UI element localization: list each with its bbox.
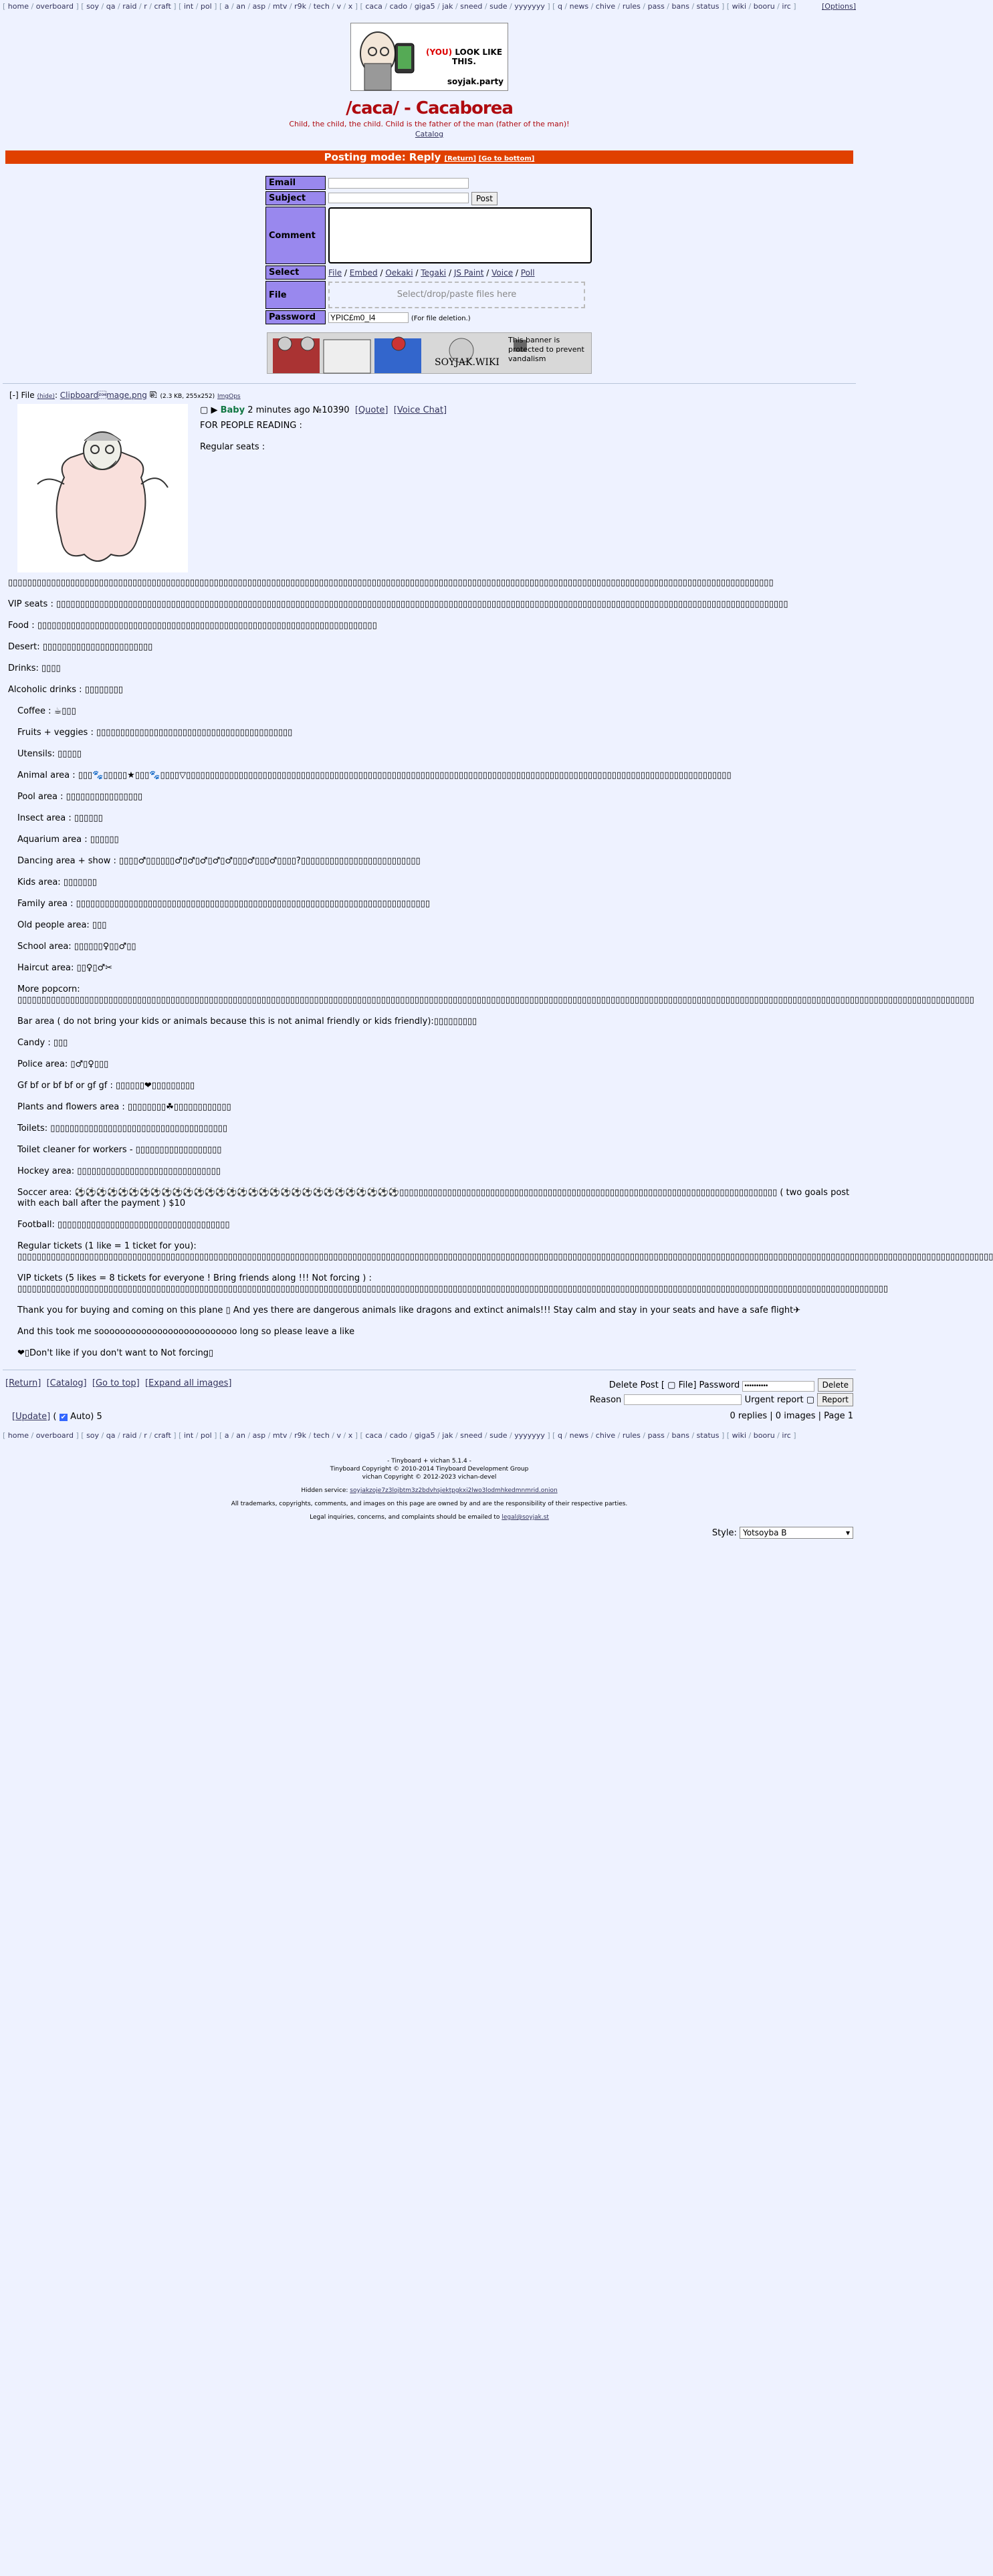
- board-link-sneed[interactable]: sneed: [460, 2, 483, 11]
- board-link-q[interactable]: q: [557, 2, 562, 11]
- chevron-down-icon: ▾: [845, 1528, 850, 1537]
- password-field[interactable]: [328, 312, 409, 323]
- op-image-drawing: [17, 404, 188, 572]
- board-link-asp[interactable]: asp: [252, 2, 266, 11]
- board-link-pol[interactable]: pol: [200, 1431, 212, 1440]
- password-hint: (For file deletion.): [411, 314, 471, 322]
- post-button[interactable]: Post: [471, 192, 498, 205]
- board-link-chive[interactable]: chive: [595, 2, 616, 11]
- hide-image-link[interactable]: (hide): [37, 393, 55, 400]
- post-form: [264, 175, 594, 326]
- post-paragraph: Regular seats : ▯▯▯▯▯▯▯▯▯▯▯▯▯▯▯▯▯▯▯▯▯▯▯▯▯▯▯▯▯▯▯▯▯▯▯▯▯▯▯▯▯▯▯▯▯▯▯▯▯▯▯▯▯▯▯▯▯▯▯▯▯▯▯▯▯▯▯▯▯▯▯▯▯▯▯▯▯▯▯▯▯▯▯▯▯▯▯▯▯▯▯▯▯▯▯▯▯▯▯▯▯▯▯▯▯▯▯▯▯▯▯▯▯▯▯▯▯▯▯▯▯▯▯▯▯▯▯▯▯▯▯▯▯▯▯▯▯▯▯▯▯▯▯▯▯▯▯▯▯▯▯▯▯▯▯▯▯▯▯▯: [8, 442, 774, 588]
- board-link-sneed[interactable]: sneed: [460, 1431, 483, 1440]
- urgent-report-label: Urgent report: [744, 1395, 804, 1405]
- post-paragraph: More popcorn: ▯▯▯▯▯▯▯▯▯▯▯▯▯▯▯▯▯▯▯▯▯▯▯▯▯▯▯▯▯▯▯▯▯▯▯▯▯▯▯▯▯▯▯▯▯▯▯▯▯▯▯▯▯▯▯▯▯▯▯▯▯▯▯▯▯▯▯▯▯▯▯▯▯▯▯▯▯▯▯▯▯▯▯▯▯▯▯▯▯▯▯▯▯▯▯▯▯▯▯▯▯▯▯▯▯▯▯▯▯▯▯▯▯▯▯▯▯▯▯▯▯▯▯▯▯▯▯▯▯▯▯▯▯▯▯▯▯▯▯▯▯▯▯▯▯▯▯▯▯▯▯▯▯▯▯▯▯▯▯▯▯▯▯▯▯▯▯▯▯▯▯▯▯▯▯▯▯▯▯▯▯▯▯▯▯▯▯▯▯▯▯▯▯▯▯▯▯▯▯▯: [17, 984, 974, 1005]
- post-paragraph: Regular tickets (1 like = 1 ticket for you): ▯▯▯▯▯▯▯▯▯▯▯▯▯▯▯▯▯▯▯▯▯▯▯▯▯▯▯▯▯▯▯▯▯▯▯▯▯▯▯▯▯▯▯▯▯▯▯▯▯▯▯▯▯▯▯▯▯▯▯▯▯▯▯▯▯▯▯▯▯▯▯▯▯▯▯▯▯▯▯▯▯▯▯▯▯▯▯▯▯▯▯▯▯▯▯▯▯▯▯▯▯▯▯▯▯▯▯▯▯▯▯▯▯▯▯▯▯▯▯▯▯▯▯▯▯▯▯▯▯▯▯▯▯▯▯▯▯▯▯▯▯▯▯▯▯▯▯▯▯▯▯▯▯▯▯▯▯▯▯▯▯▯▯▯▯▯▯▯▯▯▯▯▯▯▯▯▯▯▯▯▯▯▯▯▯▯▯▯▯▯▯▯▯▯▯▯▯▯▯▯▯▯▯▯: [17, 1241, 993, 1262]
- op-file-meta: (2.3 KB, 255x252): [160, 393, 215, 400]
- board-link-chive[interactable]: chive: [595, 1431, 616, 1440]
- post-paragraph: Desert: ▯▯▯▯▯▯▯▯▯▯▯▯▯▯▯▯▯▯▯▯▯▯▯: [8, 642, 153, 652]
- board-link-tech[interactable]: tech: [313, 2, 330, 11]
- post-number-link[interactable]: №10390: [312, 405, 350, 415]
- board-link-craft[interactable]: craft: [154, 2, 171, 11]
- top-boardlist: [ home / overboard ] [ soy / qa / raid / r / craft ] [ int / pol ] [ a / an / asp / mtv / r9k / tech / v / x ] [ caca / cado / giga5 / jak / sneed / sude / yyyyyyy ] [ q / news / chive / rules / pass / bans / status ] [ wiki / booru / irc ] [Options]: [3, 2, 856, 11]
- board-link-news[interactable]: news: [569, 1431, 589, 1440]
- report-button[interactable]: Report: [817, 1393, 853, 1406]
- board-link-r[interactable]: r: [144, 2, 147, 11]
- post-paragraph: Candy : ▯▯▯: [17, 1038, 68, 1048]
- bottom-boardlist: [ home / overboard ] [ soy / qa / raid / r / craft ] [ int / pol ] [ a / an / asp / mtv / r9k / tech / v / x ] [ caca / cado / giga5 / jak / sneed / sude / yyyyyyy ] [ q / news / chive / rules / pass / bans / status ] [ wiki / booru / irc ]: [3, 1431, 796, 1440]
- delete-password-label: Password: [699, 1380, 740, 1390]
- password-label: Password: [265, 310, 326, 324]
- post-paragraph: Family area : ▯▯▯▯▯▯▯▯▯▯▯▯▯▯▯▯▯▯▯▯▯▯▯▯▯▯▯▯▯▯▯▯▯▯▯▯▯▯▯▯▯▯▯▯▯▯▯▯▯▯▯▯▯▯▯▯▯▯▯▯▯▯▯▯▯▯▯▯▯▯▯▯▯▯: [17, 899, 430, 909]
- ad-wiki-text: SOYJAK.WIKI: [435, 357, 500, 368]
- post-paragraph: Alcoholic drinks : ▯▯▯▯▯▯▯▯: [8, 685, 123, 695]
- board-link-int[interactable]: int: [183, 2, 194, 11]
- post-paragraph: Bar area ( do not bring your kids or animals because this is not animal friendly or kids friendly):▯▯▯▯▯▯▯▯▯: [17, 1016, 477, 1027]
- board-link-an[interactable]: an: [236, 2, 245, 11]
- board-link-yyyyyyy[interactable]: yyyyyyy: [514, 2, 545, 11]
- board-link-overboard[interactable]: overboard: [35, 2, 74, 11]
- select-option-oekaki[interactable]: Oekaki: [385, 267, 413, 278]
- board-link-pass[interactable]: pass: [647, 1431, 665, 1440]
- file-label-text: File: [21, 391, 35, 400]
- quote-link[interactable]: [Quote]: [354, 405, 389, 415]
- board-link-mtv[interactable]: mtv: [272, 1431, 288, 1440]
- board-link-r9k[interactable]: r9k: [294, 2, 306, 11]
- board-link-caca[interactable]: caca: [365, 1431, 382, 1440]
- go-to-top-link[interactable]: [Go to top]: [92, 1378, 140, 1388]
- urgent-report-checkbox[interactable]: ▢: [806, 1395, 815, 1405]
- footer-hidden-service: Hidden service: soyjakzoje7z3lojbtm3z2bdvhsjektpgkxi2lwo3lodmhkedmnmrid.onion: [301, 1487, 558, 1494]
- post-paragraph: Food : ▯▯▯▯▯▯▯▯▯▯▯▯▯▯▯▯▯▯▯▯▯▯▯▯▯▯▯▯▯▯▯▯▯▯▯▯▯▯▯▯▯▯▯▯▯▯▯▯▯▯▯▯▯▯▯▯▯▯▯▯▯▯▯▯▯▯▯▯▯▯▯: [8, 621, 377, 631]
- select-option-file[interactable]: File: [328, 267, 342, 278]
- board-link-status[interactable]: status: [696, 1431, 720, 1440]
- board-link-wiki[interactable]: wiki: [732, 1431, 747, 1440]
- board-link-craft[interactable]: craft: [154, 1431, 171, 1440]
- options-link[interactable]: [Options]: [821, 2, 856, 11]
- select-option-tegaki[interactable]: Tegaki: [421, 267, 447, 278]
- board-link-pol[interactable]: pol: [200, 2, 212, 11]
- post-paragraph: FOR PEOPLE READING :: [200, 421, 302, 431]
- auto-countdown: 5: [96, 1412, 102, 1422]
- board-link-giga5[interactable]: giga5: [414, 2, 435, 11]
- board-link-x[interactable]: x: [348, 2, 353, 11]
- auto-update-checkbox[interactable]: ✔: [60, 1414, 66, 1421]
- post-paragraph: Gf bf or bf bf or gf gf : ▯▯▯▯▯▯❤▯▯▯▯▯▯▯▯▯: [17, 1081, 195, 1091]
- comment-label: Comment: [265, 207, 326, 264]
- board-link-sude[interactable]: sude: [489, 1431, 508, 1440]
- board-link-an[interactable]: an: [236, 1431, 245, 1440]
- board-link-irc[interactable]: irc: [782, 2, 791, 11]
- post-paragraph: Police area: ▯♂▯♀▯▯▯: [17, 1059, 109, 1069]
- board-link-jak[interactable]: jak: [442, 2, 453, 11]
- download-icon[interactable]: ⎘: [149, 391, 158, 400]
- return-link[interactable]: [Return]: [444, 155, 477, 163]
- posting-mode-bar: [5, 150, 853, 164]
- post-paragraph: ❤▯Don't like if you don't want to Not forcing▯: [17, 1348, 214, 1358]
- board-link-rules[interactable]: rules: [622, 1431, 641, 1440]
- post-paragraph: VIP tickets (5 likes = 8 tickets for everyone ! Bring friends along !!! Not forcing ) : ▯▯▯▯▯▯▯▯▯▯▯▯▯▯▯▯▯▯▯▯▯▯▯▯▯▯▯▯▯▯▯▯▯▯▯▯▯▯▯▯▯▯▯▯▯▯▯▯▯▯▯▯▯▯▯▯▯▯▯▯▯▯▯▯▯▯▯▯▯▯▯▯▯▯▯▯▯▯▯▯▯▯▯▯▯▯▯▯▯▯▯▯▯▯▯▯▯▯▯▯▯▯▯▯▯▯▯▯▯▯▯▯▯▯▯▯▯▯▯▯▯▯▯▯▯▯▯▯▯▯▯▯▯▯▯▯▯▯▯▯▯▯▯▯▯▯▯▯▯▯▯▯▯▯▯▯▯▯▯▯▯▯▯▯▯▯▯▯▯▯▯▯▯▯▯▯▯▯▯▯▯▯: [17, 1273, 888, 1294]
- board-link-rules[interactable]: rules: [622, 2, 641, 11]
- select-option-poll[interactable]: Poll: [520, 267, 535, 278]
- auto-label: Auto: [70, 1412, 91, 1422]
- banner-site-name: soyjak.party: [447, 77, 504, 86]
- style-selector: [712, 1527, 853, 1539]
- select-options: File / Embed / Oekaki / Tegaki / JS Paint / Voice / Poll: [328, 267, 535, 278]
- board-link-a[interactable]: a: [224, 1431, 229, 1440]
- delete-button[interactable]: Delete: [818, 1378, 853, 1392]
- update-controls: [Update] ( ✔ Auto) 5: [12, 1412, 102, 1422]
- legal-email-link[interactable]: legal@soyjak.st: [502, 1514, 549, 1521]
- board-link-status[interactable]: status: [696, 2, 720, 11]
- select-option-js-paint[interactable]: JS Paint: [453, 267, 484, 278]
- post-paragraph: Football: ▯▯▯▯▯▯▯▯▯▯▯▯▯▯▯▯▯▯▯▯▯▯▯▯▯▯▯▯▯▯▯▯▯▯▯▯: [17, 1220, 230, 1230]
- post-paragraph: Aquarium area : ▯▯▯▯▯▯: [17, 835, 119, 845]
- posting-mode-label: Posting mode: Reply: [324, 151, 441, 163]
- select-label: Select: [265, 265, 326, 280]
- post-paragraph: Insect area : ▯▯▯▯▯▯: [17, 813, 103, 823]
- board-link-x[interactable]: x: [348, 1431, 353, 1440]
- board-link-home[interactable]: home: [7, 2, 29, 11]
- email-label: Email: [265, 176, 326, 190]
- op-file-info: [-] File (hide): Clipboardmage.png ⎘ (2.3 KB, 255x252) ImgOps: [9, 391, 241, 400]
- board-link-qa[interactable]: qa: [106, 1431, 116, 1440]
- post-paragraph: Utensils: ▯▯▯▯▯: [17, 749, 82, 759]
- style-label: Style:: [711, 1528, 737, 1538]
- reason-field[interactable]: [624, 1394, 742, 1405]
- board-banner[interactable]: [350, 23, 508, 91]
- post-paragraph: Drinks: ▯▯▯▯: [8, 663, 61, 673]
- delete-file-label: File]: [678, 1380, 697, 1390]
- update-link[interactable]: [Update]: [12, 1412, 51, 1422]
- op-filename-link[interactable]: Clipboardmage.png: [60, 391, 147, 400]
- delete-form: [590, 1378, 853, 1422]
- subject-label: Subject: [265, 191, 326, 205]
- op-body-full: [8, 706, 993, 1359]
- footer: [0, 1457, 859, 1521]
- board-link-q[interactable]: q: [557, 1431, 562, 1440]
- board-link-cado[interactable]: cado: [389, 1431, 408, 1440]
- post-paragraph: Toilet cleaner for workers - ▯▯▯▯▯▯▯▯▯▯▯▯▯▯▯▯▯▯: [17, 1145, 222, 1155]
- post-paragraph: Coffee : ☕▯▯▯: [17, 706, 76, 716]
- post-time: 2 minutes ago: [247, 405, 310, 415]
- imgops-link[interactable]: ImgOps: [217, 393, 241, 400]
- board-link-raid[interactable]: raid: [122, 1431, 137, 1440]
- post-paragraph: Thank you for buying and coming on this plane ▯ And yes there are dangerous animals like dragons and extinct animals!!! Stay calm and stay in your seats and have a safe flight✈: [17, 1305, 801, 1315]
- board-link-jak[interactable]: jak: [442, 1431, 453, 1440]
- post-paragraph: Hockey area: ▯▯▯▯▯▯▯▯▯▯▯▯▯▯▯▯▯▯▯▯▯▯▯▯▯▯▯▯▯▯: [17, 1166, 221, 1176]
- footer-copyright-1: Tinyboard Copyright © 2010-2014 Tinyboard Development Group: [330, 1466, 529, 1473]
- delete-file-checkbox[interactable]: ▢: [667, 1380, 676, 1390]
- footer-trademarks: All trademarks, copyrights, comments, and images on this page are owned by and are the responsibility of their respective parties.: [231, 1501, 628, 1507]
- post-paragraph: Old people area: ▯▯▯: [17, 920, 107, 930]
- board-link-pass[interactable]: pass: [647, 2, 665, 11]
- post-paragraph: School area: ▯▯▯▯▯▯♀▯▯♂▯▯: [17, 942, 136, 952]
- catalog-link-bottom[interactable]: [Catalog]: [46, 1378, 87, 1388]
- board-link-soy[interactable]: soy: [86, 1431, 100, 1440]
- post-paragraph: Kids area: ▯▯▯▯▯▯▯: [17, 877, 97, 887]
- board-link-int[interactable]: int: [183, 1431, 194, 1440]
- voice-chat-link[interactable]: [Voice Chat]: [393, 405, 447, 415]
- board-link-irc[interactable]: irc: [782, 1431, 791, 1440]
- file-dropzone[interactable]: Select/drop/paste files here: [328, 282, 585, 308]
- board-link-a[interactable]: a: [224, 2, 229, 11]
- board-link-raid[interactable]: raid: [122, 2, 137, 11]
- board-link-mtv[interactable]: mtv: [272, 2, 288, 11]
- divider: [3, 383, 856, 384]
- return-link-bottom[interactable]: [Return]: [5, 1378, 41, 1388]
- post-paragraph: Haircut area: ▯▯♀▯♂✂: [17, 963, 113, 973]
- post-paragraph: Animal area : ▯▯▯🐾▯▯▯▯▯★▯▯▯🐾▯▯▯▯▽▯▯▯▯▯▯▯▯▯▯▯▯▯▯▯▯▯▯▯▯▯▯▯▯▯▯▯▯▯▯▯▯▯▯▯▯▯▯▯▯▯▯▯▯▯▯▯▯▯▯▯▯▯▯▯▯▯▯▯▯▯▯▯▯▯▯▯▯▯▯▯▯▯▯▯▯▯▯▯▯▯▯▯▯▯▯▯▯▯▯▯▯▯▯▯▯▯▯▯▯▯▯▯▯▯▯▯▯▯▯▯▯▯▯: [17, 770, 732, 780]
- post-paragraph: VIP seats : ▯▯▯▯▯▯▯▯▯▯▯▯▯▯▯▯▯▯▯▯▯▯▯▯▯▯▯▯▯▯▯▯▯▯▯▯▯▯▯▯▯▯▯▯▯▯▯▯▯▯▯▯▯▯▯▯▯▯▯▯▯▯▯▯▯▯▯▯▯▯▯▯▯▯▯▯▯▯▯▯▯▯▯▯▯▯▯▯▯▯▯▯▯▯▯▯▯▯▯▯▯▯▯▯▯▯▯▯▯▯▯▯▯▯▯▯▯▯▯▯▯▯▯▯▯▯▯▯▯▯▯▯▯▯▯▯▯▯▯▯▯▯▯▯▯▯▯▯▯▯▯▯▯: [8, 599, 788, 609]
- post-paragraph: Pool area : ▯▯▯▯▯▯▯▯▯▯▯▯▯▯▯▯: [17, 792, 143, 802]
- delete-password-field[interactable]: [742, 1381, 814, 1392]
- board-link-qa[interactable]: qa: [106, 2, 116, 11]
- board-link-sude[interactable]: sude: [489, 2, 508, 11]
- op-image[interactable]: [17, 404, 188, 572]
- select-option-embed[interactable]: Embed: [349, 267, 378, 278]
- board-link-booru[interactable]: booru: [753, 2, 775, 11]
- board-link-overboard[interactable]: overboard: [35, 1431, 74, 1440]
- post-paragraph: Toilets: ▯▯▯▯▯▯▯▯▯▯▯▯▯▯▯▯▯▯▯▯▯▯▯▯▯▯▯▯▯▯▯▯▯▯▯▯▯: [17, 1123, 227, 1134]
- board-link-r9k[interactable]: r9k: [294, 1431, 306, 1440]
- comment-textarea[interactable]: [328, 207, 592, 263]
- board-link-news[interactable]: news: [569, 2, 589, 11]
- file-label: File: [265, 281, 326, 309]
- subject-field[interactable]: [328, 193, 469, 203]
- board-link-r[interactable]: r: [144, 1431, 147, 1440]
- board-link-soy[interactable]: soy: [86, 2, 100, 11]
- poster-name: Baby: [220, 405, 245, 415]
- catalog-link[interactable]: Catalog: [415, 130, 444, 138]
- post-paragraph: Soccer area: ⚽⚽⚽⚽⚽⚽⚽⚽⚽⚽⚽⚽⚽⚽⚽⚽⚽⚽⚽⚽⚽⚽⚽⚽⚽⚽⚽⚽⚽⚽▯▯▯▯▯▯▯▯▯▯▯▯▯▯▯▯▯▯▯▯▯▯▯▯▯▯▯▯▯▯▯▯▯▯▯▯▯▯▯▯▯▯▯▯▯▯▯▯▯▯▯▯▯▯▯▯▯▯▯▯▯▯▯▯▯▯▯▯▯▯▯▯▯▯▯▯▯▯▯ ( two goals post with each ball after the payment ) $10: [17, 1188, 850, 1208]
- onion-link[interactable]: soyjakzoje7z3lojbtm3z2bdvhsjektpgkxi2lwo3lodmhkedmnmrid.onion: [350, 1487, 558, 1494]
- reason-label: Reason: [589, 1395, 622, 1405]
- post-paragraph: Dancing area + show : ▯▯▯▯♂▯▯▯▯▯▯♂▯♂▯♂▯♂▯♂▯▯▯♂▯▯▯♂▯▯▯▯?▯▯▯▯▯▯▯▯▯▯▯▯▯▯▯▯▯▯▯▯▯▯▯▯▯: [17, 856, 421, 866]
- board-link-home[interactable]: home: [7, 1431, 29, 1440]
- hide-thread-toggle[interactable]: [-]: [9, 391, 19, 400]
- footer-legal: Legal inquiries, concerns, and complaints should be emailed to legal@soyjak.st: [310, 1514, 549, 1521]
- board-link-giga5[interactable]: giga5: [414, 1431, 435, 1440]
- board-link-caca[interactable]: caca: [365, 2, 382, 11]
- board-subtitle: Child, the child, the child. Child is the father of the man (father of the man)!: [289, 120, 570, 128]
- delete-post-label: Delete Post [: [609, 1380, 665, 1390]
- expand-all-images-link[interactable]: [Expand all images]: [144, 1378, 232, 1388]
- board-link-v[interactable]: v: [336, 2, 342, 11]
- go-to-bottom-link[interactable]: [Go to bottom]: [478, 155, 535, 163]
- board-link-cado[interactable]: cado: [389, 2, 408, 11]
- thread: [0, 391, 993, 1359]
- post-paragraph: And this took me soooooooooooooooooooooooooo long so please leave a like: [17, 1327, 355, 1337]
- board-link-bans[interactable]: bans: [671, 1431, 689, 1440]
- board-link-asp[interactable]: asp: [252, 1431, 266, 1440]
- footer-copyright-2: vichan Copyright © 2012-2023 vichan-devel: [362, 1474, 497, 1481]
- post-paragraph: Fruits + veggies : ▯▯▯▯▯▯▯▯▯▯▯▯▯▯▯▯▯▯▯▯▯▯▯▯▯▯▯▯▯▯▯▯▯▯▯▯▯▯▯▯▯: [17, 728, 293, 738]
- board-link-v[interactable]: v: [336, 1431, 342, 1440]
- post-paragraph: Plants and flowers area : ▯▯▯▯▯▯▯▯☘▯▯▯▯▯▯▯▯▯▯▯▯: [17, 1102, 231, 1112]
- select-post-checkbox[interactable]: ▢: [200, 405, 209, 415]
- thread-stats: 0 replies | 0 images | Page 1: [730, 1411, 853, 1421]
- email-field[interactable]: [328, 178, 469, 189]
- footer-version: - Tinyboard + vichan 5.1.4 -: [387, 1458, 471, 1465]
- board-title: /caca/ - Cacaborea: [346, 98, 513, 118]
- style-dropdown[interactable]: Yotsoyba B ▾: [740, 1527, 853, 1539]
- expand-triangle-icon[interactable]: ▶: [211, 405, 218, 415]
- board-link-bans[interactable]: bans: [671, 2, 689, 11]
- select-option-voice[interactable]: Voice: [491, 267, 514, 278]
- wiki-ad-banner[interactable]: [267, 332, 592, 374]
- board-link-yyyyyyy[interactable]: yyyyyyy: [514, 1431, 545, 1440]
- banner-text: (YOU) LOOK LIKE THIS.: [425, 47, 503, 66]
- ad-protect-text: This banner is protected to prevent vandalism: [508, 336, 584, 363]
- board-link-wiki[interactable]: wiki: [732, 2, 747, 11]
- board-link-booru[interactable]: booru: [753, 1431, 775, 1440]
- board-link-tech[interactable]: tech: [313, 1431, 330, 1440]
